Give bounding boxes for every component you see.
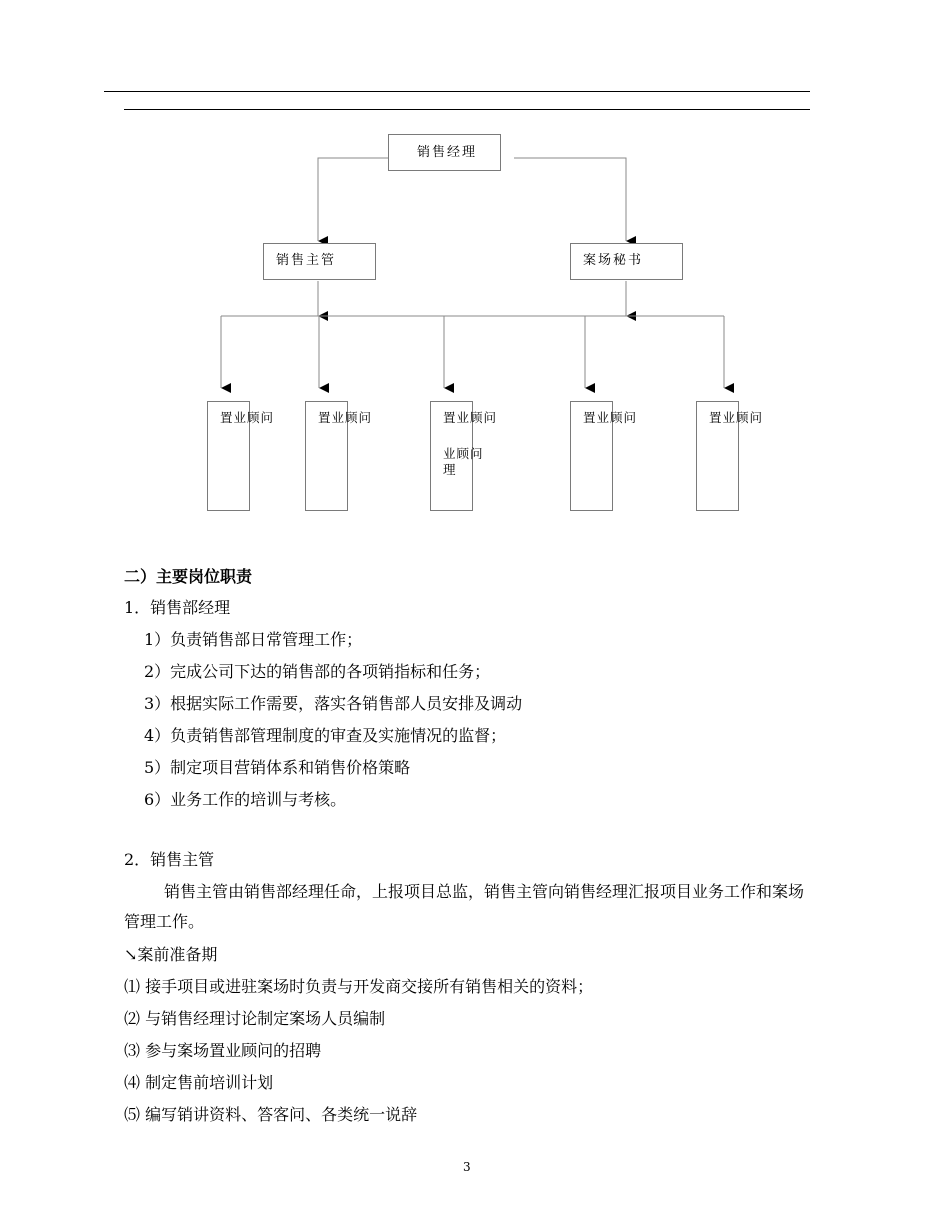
connector-root-to-supervisor — [318, 158, 388, 241]
duty-line: 6）业务工作的培训与考核。 — [144, 790, 347, 809]
task-line: ⑷ 制定售前培训计划 — [124, 1073, 274, 1092]
duty-line: 4）负责销售部管理制度的审查及实施情况的监督； — [144, 726, 507, 745]
org-node-consultant-2 — [305, 401, 373, 511]
task-line: ⑸ 编写销讲资料、答客问、各类统一说辞 — [124, 1105, 418, 1124]
duty-line: 5）制定项目营销体系和销售价格策略 — [144, 758, 411, 777]
org-node-overflow-line: 业顾问 — [443, 446, 484, 461]
org-node-consultant-3 — [430, 401, 498, 511]
item1-title: 1．销售部经理 — [124, 598, 231, 617]
task-line: ⑵ 与销售经理讨论制定案场人员编制 — [124, 1009, 386, 1028]
duty-line: 2）完成公司下达的销售部的各项销指标和任务； — [144, 662, 491, 681]
duty-line: 3）根据实际工作需要，落实各销售部人员安排及调动 — [144, 694, 523, 713]
connector-root-to-secretary — [514, 158, 626, 241]
org-node-sales-manager — [388, 134, 501, 171]
org-node-label: 置业顾问 — [709, 410, 764, 425]
org-node-site-secretary — [570, 243, 683, 280]
org-node-label: 置业顾问 — [583, 410, 638, 425]
task-line: ⑶ 参与案场置业顾问的招聘 — [124, 1041, 322, 1060]
org-node-label: 置业顾问 — [220, 410, 275, 425]
org-node-label: 案场秘书 — [583, 253, 644, 268]
org-node-label: 置业顾问 — [318, 410, 373, 425]
org-node-label: 置业顾问 — [443, 410, 498, 425]
org-node-label: 销售经理 — [417, 145, 478, 160]
page-number: 3 — [463, 1160, 471, 1174]
org-node-consultant-5 — [696, 401, 764, 511]
org-node-overflow-text — [443, 446, 503, 478]
section-heading: 二）主要岗位职责 — [124, 567, 253, 586]
org-node-label: 销售主管 — [276, 253, 337, 268]
org-node-sales-supervisor — [263, 243, 376, 280]
duty-line: 1）负责销售部日常管理工作； — [144, 630, 363, 649]
org-node-consultant-4 — [570, 401, 638, 511]
item2-paragraph: 销售主管由销售部经理任命，上报项目总监，销售主管向销售经理汇报项目业务工作和案场管理工作。 — [124, 882, 805, 931]
item2-title: 2．销售主管 — [124, 850, 215, 869]
org-node-consultant-1 — [207, 401, 275, 511]
task-line: ⑴ 接手项目或进驻案场时负责与开发商交接所有销售相关的资料； — [124, 977, 594, 996]
org-node-overflow-line: 理 — [443, 462, 457, 477]
phase-label: ↘案前准备期 — [124, 945, 218, 964]
